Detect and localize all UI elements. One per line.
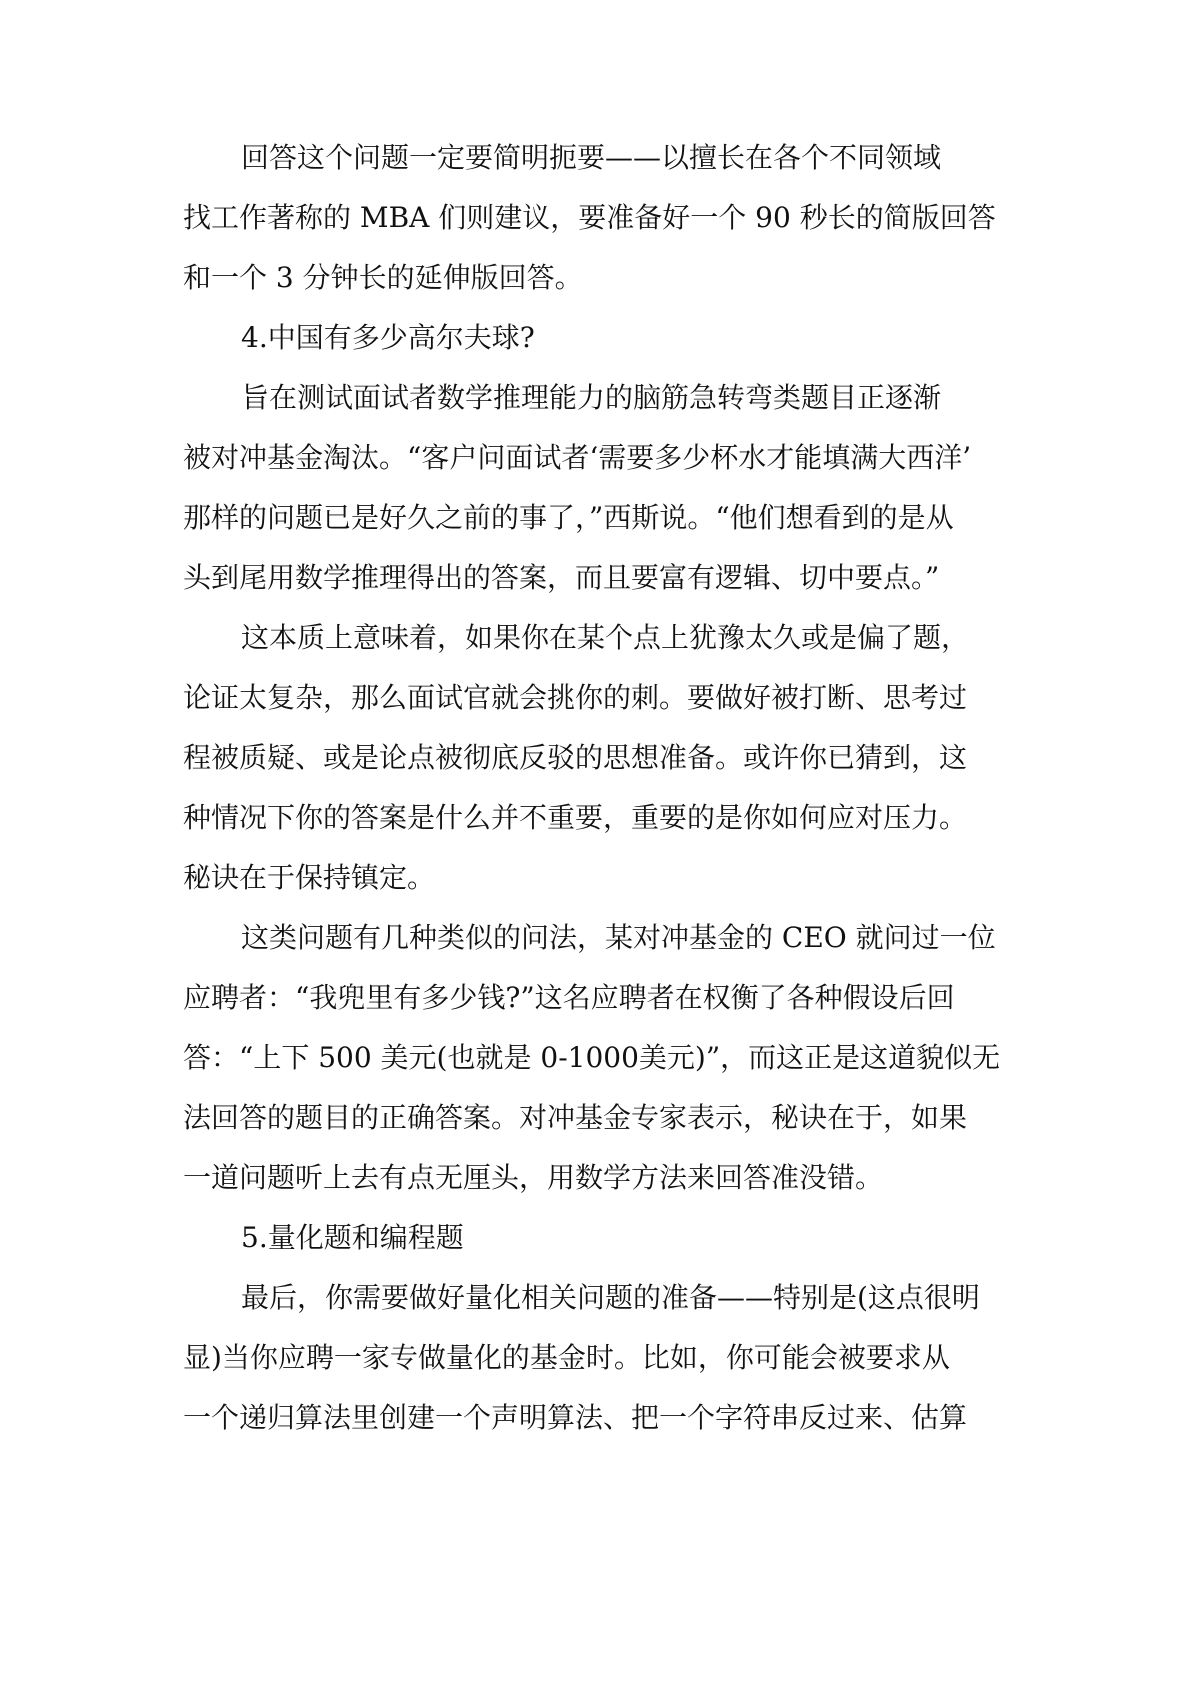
paragraph-line: 显)当你应聘一家专做量化的基金时。比如，你可能会被要求从	[183, 1341, 950, 1374]
paragraph-line: 论证太复杂，那么面试官就会挑你的刺。要做好被打断、思考过	[183, 681, 968, 714]
paragraph-line: 旨在测试面试者数学推理能力的脑筋急转弯类题目正逐渐	[241, 381, 942, 414]
paragraph-line: 应聘者：“我兜里有多少钱?”这名应聘者在权衡了各种假设后回	[183, 981, 955, 1014]
paragraph-line: 被对冲基金淘汰。“客户问面试者‘需要多少杯水才能填满大西洋’	[183, 441, 972, 474]
paragraph-line: 头到尾用数学推理得出的答案，而且要富有逻辑、切中要点。”	[183, 561, 940, 594]
paragraph-line: 秘诀在于保持镇定。	[183, 861, 436, 894]
paragraph-line: 一道问题听上去有点无厘头，用数学方法来回答准没错。	[183, 1161, 884, 1194]
section-heading: 5.量化题和编程题	[241, 1221, 464, 1254]
section-heading: 4.中国有多少高尔夫球?	[241, 321, 535, 354]
paragraph-line: 一个递归算法里创建一个声明算法、把一个字符串反过来、估算	[183, 1401, 968, 1434]
paragraph-line: 回答这个问题一定要简明扼要——以擅长在各个不同领域	[241, 141, 942, 174]
paragraph-line: 最后，你需要做好量化相关问题的准备——特别是(这点很明	[241, 1281, 980, 1314]
paragraph-line: 答：“上下 500 美元(也就是 0-1000美元)”，而这正是这道貌似无	[183, 1041, 1001, 1074]
paragraph-line: 这类问题有几种类似的问法，某对冲基金的 CEO 就问过一位	[241, 921, 996, 954]
paragraph-line: 程被质疑、或是论点被彻底反驳的思想准备。或许你已猜到，这	[183, 741, 968, 774]
paragraph-line: 那样的问题已是好久之前的事了，”西斯说。“他们想看到的是从	[183, 501, 954, 534]
paragraph-line: 法回答的题目的正确答案。对冲基金专家表示，秘诀在于，如果	[183, 1101, 968, 1134]
paragraph-line: 种情况下你的答案是什么并不重要，重要的是你如何应对压力。	[183, 801, 968, 834]
paragraph-line: 找工作著称的 MBA 们则建议，要准备好一个 90 秒长的简版回答	[183, 201, 996, 234]
paragraph-line: 和一个 3 分钟长的延伸版回答。	[183, 261, 583, 294]
paragraph-line: 这本质上意味着，如果你在某个点上犹豫太久或是偏了题，	[241, 621, 970, 654]
